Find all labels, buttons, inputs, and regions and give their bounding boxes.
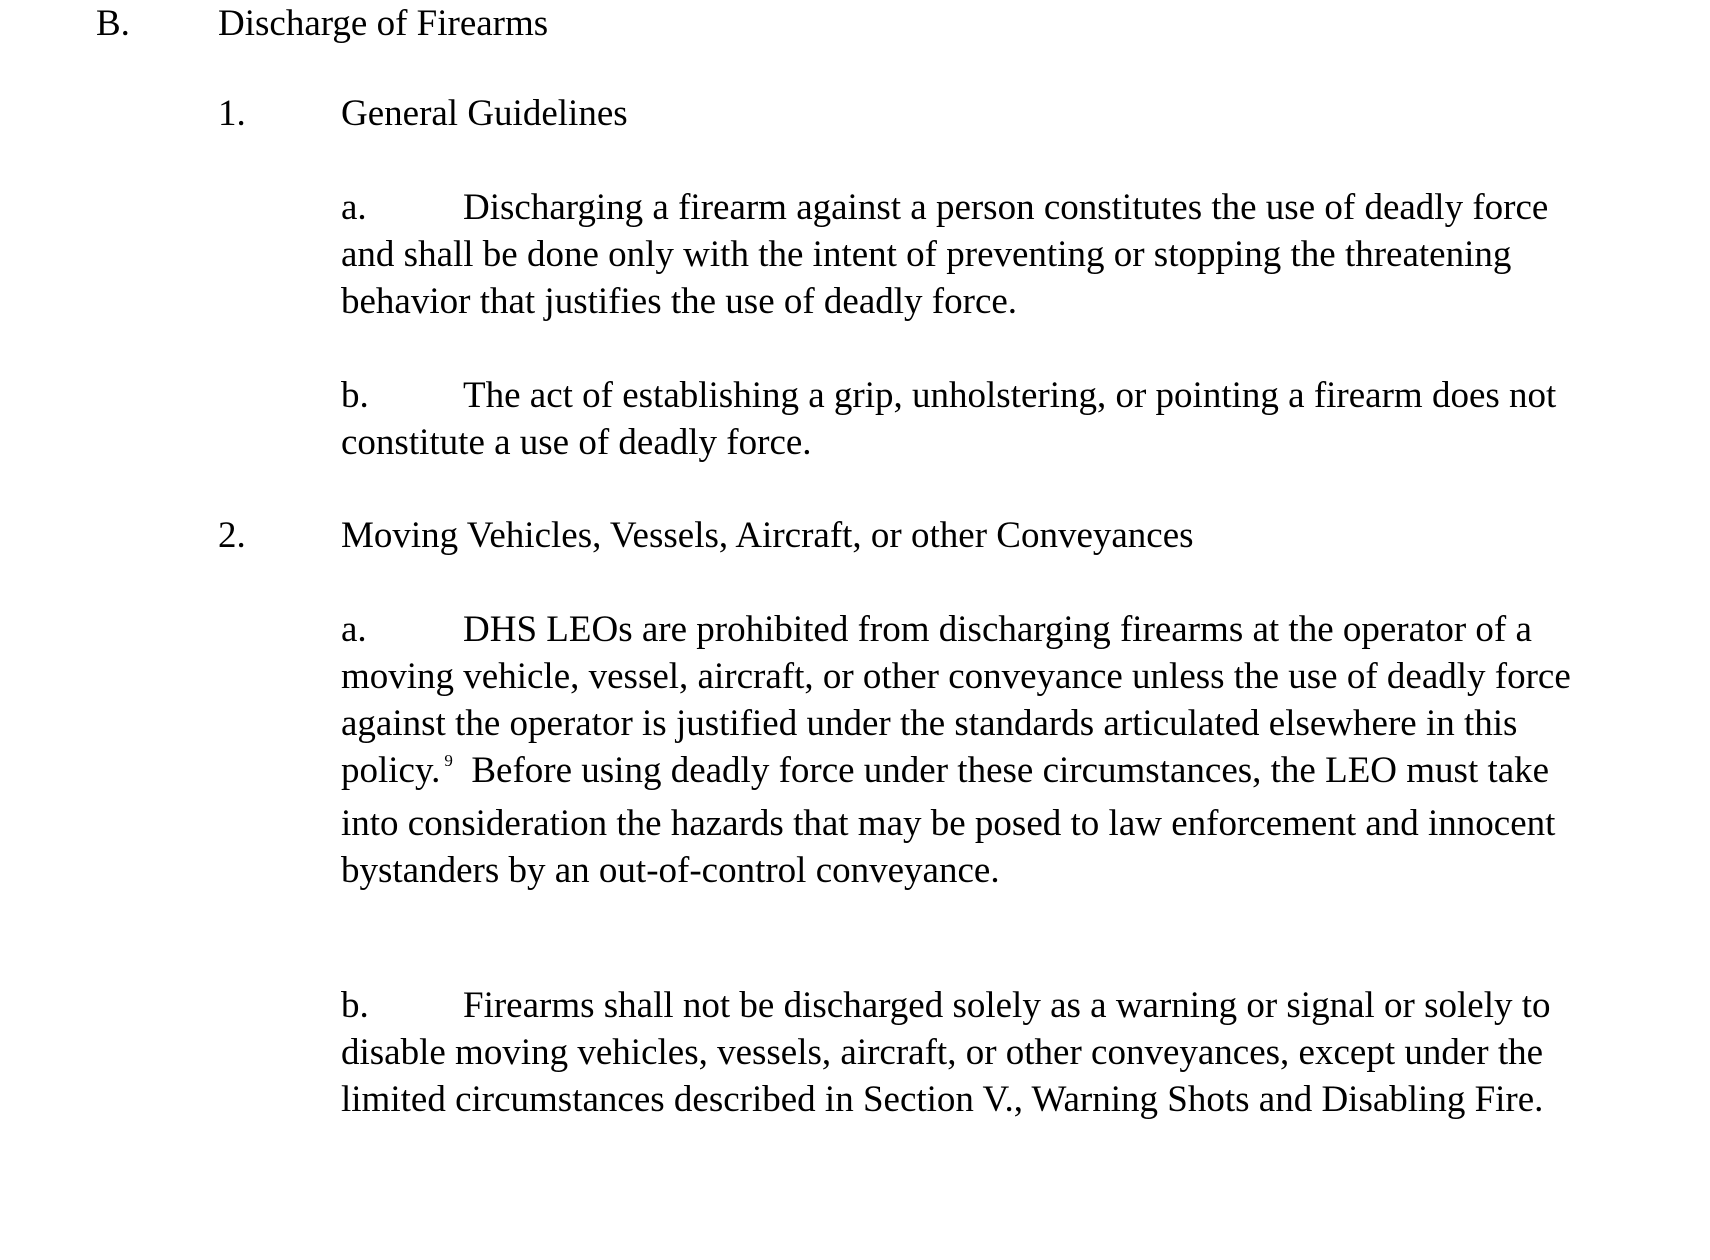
footnote-reference: 9 <box>444 751 453 770</box>
subsection-1-title: General Guidelines <box>341 93 628 134</box>
subsection-2-title: Moving Vehicles, Vessels, Aircraft, or other Conveyances <box>341 515 1194 556</box>
paragraph-1a-label: a. <box>341 187 367 228</box>
subsection-2-number: 2. <box>218 515 246 556</box>
section-label: B. <box>96 3 130 44</box>
paragraph-1a-text: Discharging a firearm against a person constitutes the use of deadly force and shall be done only with the intent of preventing or stopping the threatening behavior that justifies the use of deadly force. <box>341 187 1549 322</box>
paragraph-1b-label: b. <box>341 375 369 416</box>
paragraph-2b-text: Firearms shall not be discharged solely as a warning or signal or solely to disable moving vehicles, vessels, aircraft, or other conveyances, except under the limited circumstances described in Section V., Warning Shots and Disabling Fire. <box>341 985 1551 1120</box>
section-title: Discharge of Firearms <box>218 3 549 44</box>
paragraph-2b-label: b. <box>341 985 369 1026</box>
paragraph-2b <box>341 982 1581 1123</box>
paragraph-2a-text-before: DHS LEOs are prohibited from discharging firearms at the operator of a moving vehicle, vessel, aircraft, or other conveyance unless the use of deadly force against the operator is justified under the standards articulated elsewhere in this policy. <box>341 609 1571 791</box>
paragraph-1a <box>341 184 1581 325</box>
subsection-1-number: 1. <box>218 93 246 134</box>
paragraph-2a-label: a. <box>341 609 367 650</box>
paragraph-1b-text: The act of establishing a grip, unholstering, or pointing a firearm does not constitute a use of deadly force. <box>341 375 1557 463</box>
paragraph-1b <box>341 372 1581 466</box>
paragraph-2a-text-after: Before using deadly force under these circumstances, the LEO must take into consideration the hazards that may be posed to law enforcement and innocent bystanders by an out-of-control conveyance. <box>341 750 1556 891</box>
paragraph-2a <box>341 606 1581 894</box>
